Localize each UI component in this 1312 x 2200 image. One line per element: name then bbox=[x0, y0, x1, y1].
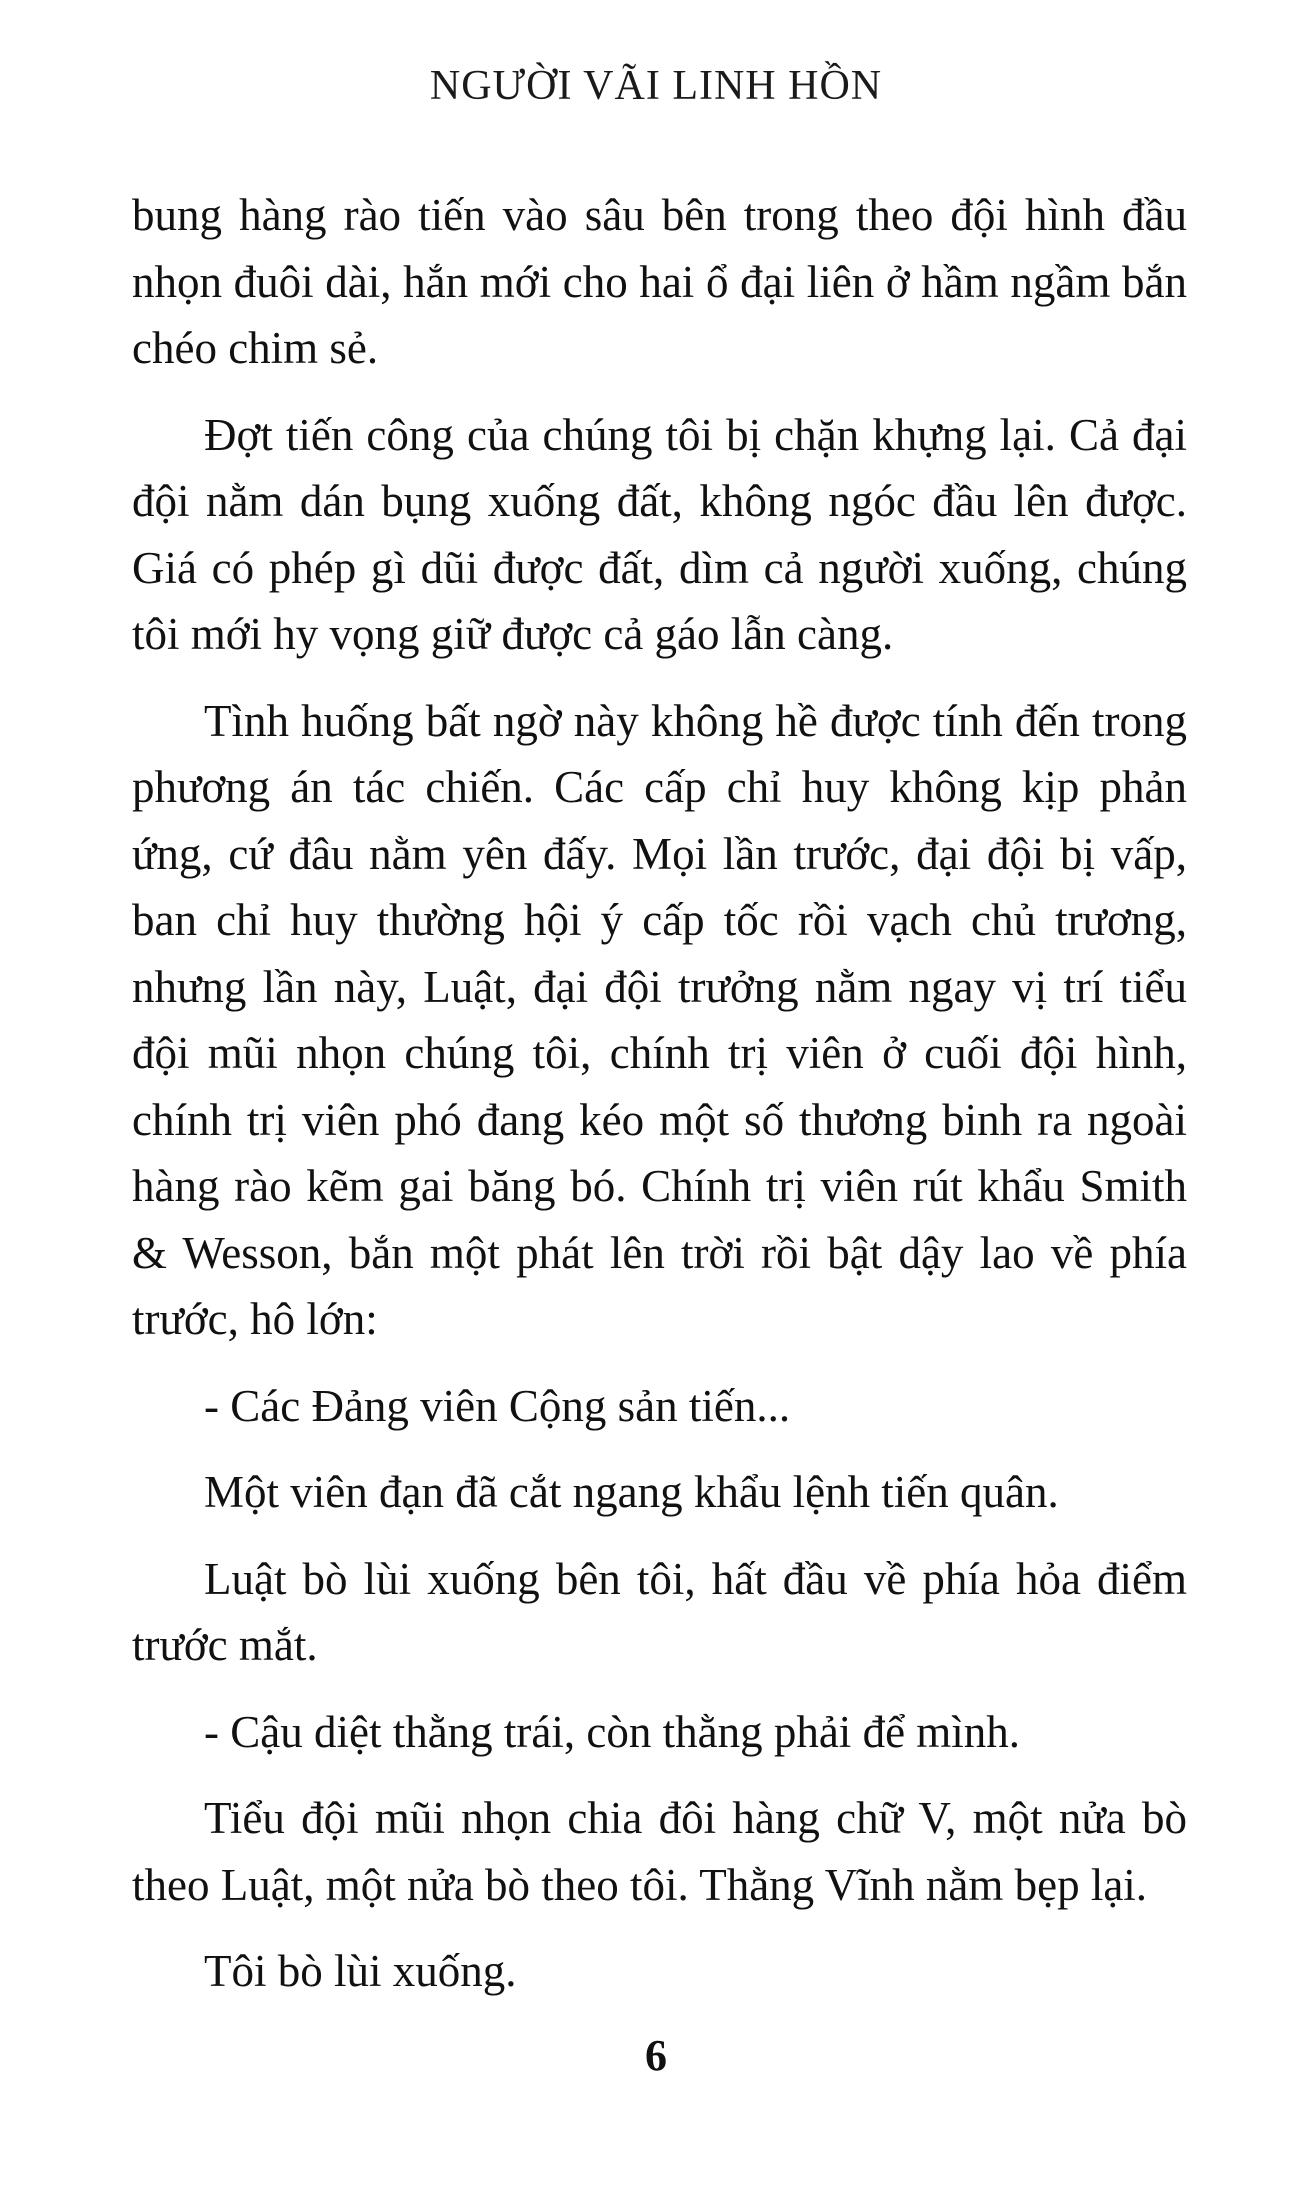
paragraph-1: bung hàng rào tiến vào sâu bên trong theo đội hình đầu nhọn đuôi dài, hắn mới cho hai ổ đại liên ở hầm ngầm bắn chéo chim sẻ. bbox=[132, 190, 1187, 373]
paragraph-7: - Cậu diệt thằng trái, còn thằng phải để mình. bbox=[204, 1706, 1021, 1757]
paragraph-3: Tình huống bất ngờ này không hề được tính đến trong phương án tác chiến. Các cấp chỉ huy không kịp phản ứng, cứ đâu nằm yên đấy. Mọi lần trước, đại đội bị vấp, ban chỉ huy thường hội ý cấp tốc rồi vạch chủ trương, nhưng lần này, Luật, đại đội trưởng nằm ngay vị trí tiểu đội mũi nhọn chúng tôi, chính trị viên ở cuối đội hình, chính trị viên phó đang kéo một số thương binh ra ngoài hàng rào kẽm gai băng bó. Chính trị viên rút khẩu Smith & Wesson, bắn một phát lên trời rồi bật dậy lao về phía trước, hô lớn: bbox=[132, 695, 1187, 1344]
body-text bbox=[132, 182, 1187, 2025]
paragraph-2: Đợt tiến công của chúng tôi bị chặn khựng lại. Cả đại đội nằm dán bụng xuống đất, không ngóc đầu lên được. Giá có phép gì dũi được đất, dìm cả người xuống, chúng tôi mới hy vọng giữ được cả gáo lẫn càng. bbox=[132, 409, 1187, 659]
paragraph-6: Luật bò lùi xuống bên tôi, hất đầu về phía hỏa điểm trước mắt. bbox=[132, 1553, 1187, 1670]
page-number: 6 bbox=[645, 2031, 667, 2080]
running-header-title: NGƯỜI VÃI LINH HỒN bbox=[429, 63, 883, 109]
paragraph-4: - Các Đảng viên Cộng sản tiến... bbox=[204, 1380, 791, 1431]
paragraph-5: Một viên đạn đã cắt ngang khẩu lệnh tiến quân. bbox=[204, 1467, 1059, 1517]
paragraph-9: Tôi bò lùi xuống. bbox=[204, 1946, 517, 1996]
paragraph-8: Tiểu đội mũi nhọn chia đôi hàng chữ V, một nửa bò theo Luật, một nửa bò theo tôi. Thằng Vĩnh nằm bẹp lại. bbox=[132, 1793, 1187, 1910]
